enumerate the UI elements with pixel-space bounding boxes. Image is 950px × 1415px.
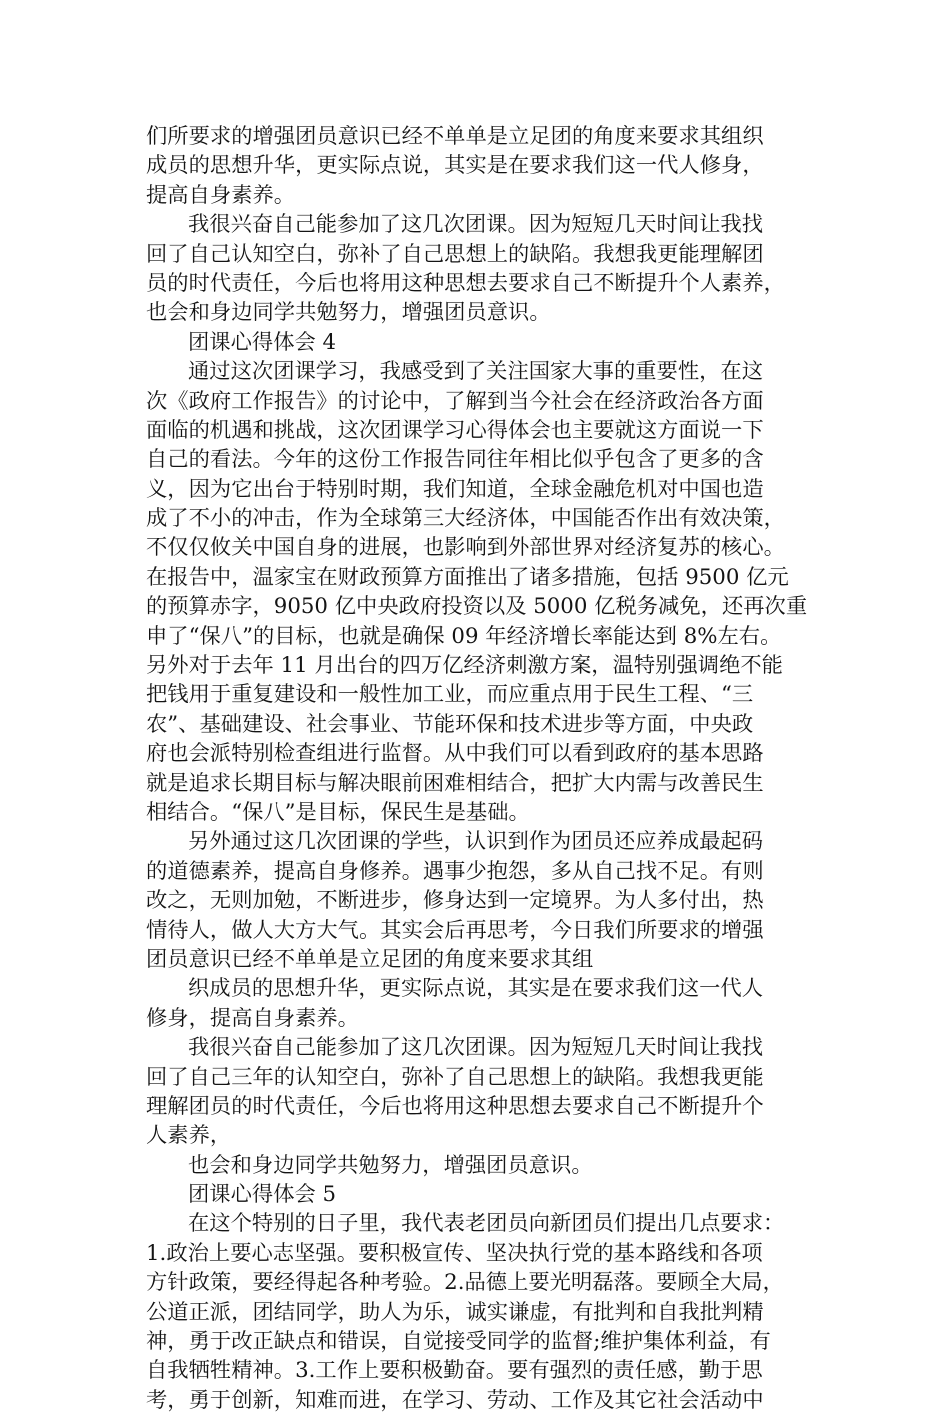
- text-line: 申了“保八”的目标，也就是确保 09 年经济增长率能达到 8%左右。: [146, 623, 782, 649]
- text-line: 也会和身边同学共勉努力，增强团员意识。: [146, 300, 551, 326]
- text-line: 自己的看法。今年的这份工作报告同往年相比似乎包含了更多的含: [146, 447, 764, 473]
- text-line: 另外通过这几次团课的学些，认识到作为团员还应养成最起码: [188, 829, 764, 855]
- text-line: 通过这次团课学习，我感受到了关注国家大事的重要性，在这: [188, 359, 764, 385]
- text-line: 农”、基础建设、社会事业、节能环保和技术进步等方面，中央政: [146, 711, 754, 737]
- text-line: 团课心得体会 5: [188, 1182, 337, 1208]
- text-line: 在报告中，温家宝在财政预算方面推出了诸多措施，包括 9500 亿元: [146, 564, 789, 590]
- text-line: 也会和身边同学共勉努力，增强团员意识。: [188, 1152, 593, 1178]
- text-line: 成了不小的冲击，作为全球第三大经济体，中国能否作出有效决策，: [146, 506, 785, 532]
- text-line: 我很兴奋自己能参加了这几次团课。因为短短几天时间让我找: [188, 212, 764, 238]
- text-line: 修身，提高自身素养。: [146, 1005, 359, 1031]
- text-line: 不仅仅攸关中国自身的进展，也影响到外部世界对经济复苏的核心。: [146, 535, 785, 561]
- text-line: 提高自身素养。: [146, 182, 296, 208]
- text-line: 回了自己三年的认知空白，弥补了自己思想上的缺陷。我想我更能: [146, 1064, 764, 1090]
- text-line: 在这个特别的日子里，我代表老团员向新团员们提出几点要求：: [188, 1211, 785, 1237]
- text-line: 就是追求长期目标与解决眼前困难相结合，把扩大内需与改善民生: [146, 770, 764, 796]
- text-line: 的预算赤字，9050 亿中央政府投资以及 5000 亿税务减免，还再次重: [146, 594, 808, 620]
- text-line: 神，勇于改正缺点和错误，自觉接受同学的监督;维护集体利益，有: [146, 1329, 771, 1355]
- text-line: 义，因为它出台于特别时期，我们知道，全球金融危机对中国也造: [146, 476, 764, 502]
- text-line: 团员意识已经不单单是立足团的角度来要求其组: [146, 946, 594, 972]
- text-line: 回了自己认知空白，弥补了自己思想上的缺陷。我想我更能理解团: [146, 241, 764, 267]
- text-line: 把钱用于重复建设和一般性加工业，而应重点用于民生工程、“三: [146, 682, 754, 708]
- text-line: 织成员的思想升华，更实际点说，其实是在要求我们这一代人: [188, 976, 764, 1002]
- text-line: 人素养，: [146, 1123, 232, 1149]
- text-line: 面临的机遇和挑战，这次团课学习心得体会也主要就这方面说一下: [146, 417, 764, 443]
- document-page: [146, 122, 836, 1415]
- text-line: 理解团员的时代责任，今后也将用这种思想去要求自己不断提升个: [146, 1093, 764, 1119]
- text-line: 改之，无则加勉，不断进步，修身达到一定境界。为人多付出，热: [146, 888, 764, 914]
- text-line: 次《政府工作报告》的讨论中，了解到当今社会在经济政治各方面: [146, 388, 764, 414]
- text-line: 我很兴奋自己能参加了这几次团课。因为短短几天时间让我找: [188, 1035, 764, 1061]
- text-line: 公道正派，团结同学，助人为乐，诚实谦虚，有批判和自我批判精: [146, 1299, 764, 1325]
- text-line: 另外对于去年 11 月出台的四万亿经济刺激方案，温特别强调绝不能: [146, 653, 783, 679]
- text-line: 的道德素养，提高自身修养。遇事少抱怨，多从自己找不足。有则: [146, 858, 764, 884]
- text-line: 们所要求的增强团员意识已经不单单是立足团的角度来要求其组织: [146, 124, 764, 149]
- text-line: 1.政治上要心志坚强。要积极宣传、坚决执行党的基本路线和各项: [146, 1240, 763, 1266]
- text-line: 成员的思想升华，更实际点说，其实是在要求我们这一代人修身，: [146, 153, 764, 179]
- text-line: 府也会派特别检查组进行监督。从中我们可以看到政府的基本思路: [146, 741, 764, 767]
- text-line: 方针政策，要经得起各种考验。2.品德上要光明磊落。要顾全大局，: [146, 1270, 784, 1296]
- text-line: 相结合。“保八”是目标，保民生是基础。: [146, 799, 530, 825]
- text-line: 考，勇于创新，知难而进，在学习、劳动、工作及其它社会活动中: [146, 1387, 764, 1413]
- text-line: 情待人，做人大方大气。其实会后再思考，今日我们所要求的增强: [146, 917, 764, 943]
- text-line: 员的时代责任，今后也将用这种思想去要求自己不断提升个人素养，: [146, 270, 785, 296]
- text-line: 自我牺牲精神。3.工作上要积极勤奋。要有强烈的责任感，勤于思: [146, 1358, 763, 1384]
- text-line: 团课心得体会 4: [188, 329, 337, 355]
